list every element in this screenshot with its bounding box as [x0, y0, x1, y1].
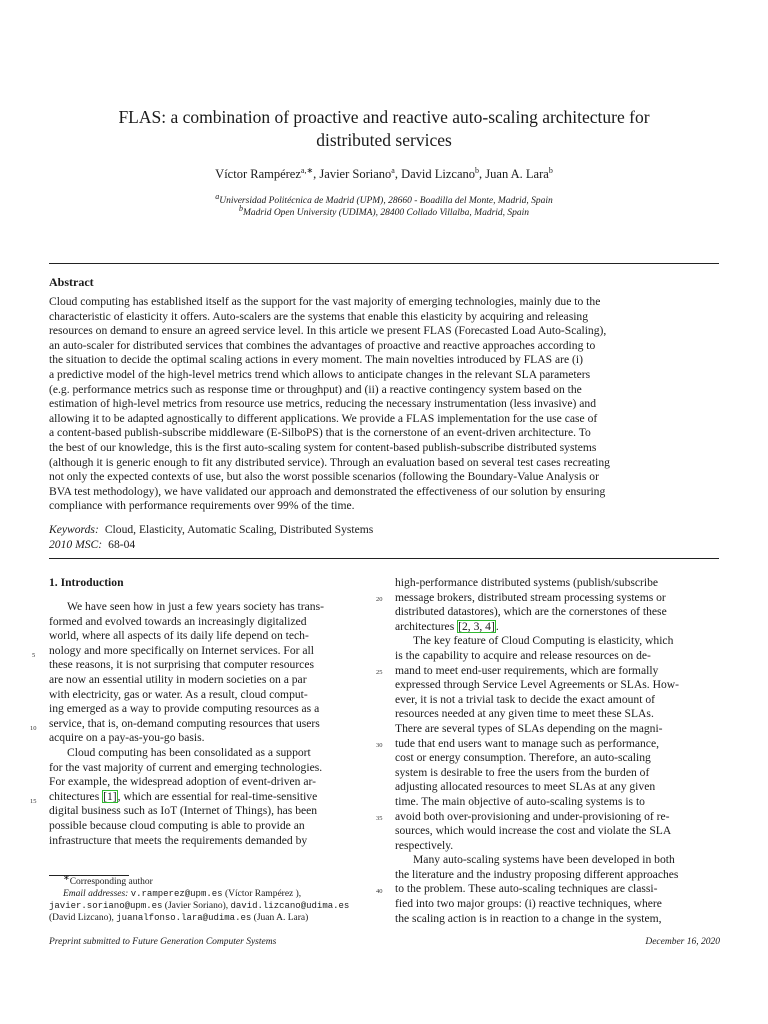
- author-separator: ,: [313, 167, 320, 181]
- line-number: 15: [30, 798, 37, 805]
- keywords-value: Cloud, Elasticity, Automatic Scaling, Distributed Systems: [104, 523, 374, 536]
- affiliation-a: [60, 191, 708, 207]
- line-number: 40: [376, 888, 383, 895]
- section-heading: 1. Introduction: [49, 576, 124, 589]
- body-line: these reasons, it is not surprising that computer resources: [49, 658, 314, 672]
- abstract-body: [49, 295, 719, 514]
- affiliation-mark: a: [215, 191, 220, 201]
- footer-date: December 16, 2020: [645, 937, 720, 947]
- affiliation-text: Madrid Open University (UDIMA), 28400 Collado Villalba, Madrid, Spain: [242, 208, 530, 218]
- footnote-corresponding: [49, 872, 379, 888]
- body-line: infrastructure that meets the requirements demanded by: [49, 833, 308, 847]
- author-separator: ,: [479, 167, 486, 181]
- body-line: chitectures [1], which are essential for real-time-sensitive: [49, 789, 318, 803]
- body-line: is the capability to acquire and release resources on de-: [395, 648, 651, 662]
- abstract-line: (although it is generic enough to fit any distributed service). Through an evaluation based on several test cases recreating: [49, 455, 610, 469]
- line-number: 20: [376, 596, 383, 603]
- body-line: are now an essential utility in modern societies on a par: [49, 672, 307, 686]
- abstract-line: a predictive model of the high-level metrics trend which allows to anticipate changes in the relevant SLA parameters: [49, 367, 591, 381]
- body-line: Many auto-scaling systems have been developed in both: [413, 853, 675, 867]
- author-name: Javier Soriano: [319, 167, 392, 181]
- line-number: 5: [32, 652, 36, 659]
- keywords-label: Keywords:: [49, 523, 99, 536]
- footnote-corresponding-text: Corresponding author: [69, 877, 153, 887]
- body-line: avoid both over-provisioning and under-provisioning of re-: [395, 809, 670, 823]
- affiliation-text: Universidad Politécnica de Madrid (UPM), 28660 - Boadilla del Monte, Madrid, Spain: [219, 196, 553, 206]
- abstract-line: the best of our knowledge, this is the first auto-scaling system for content-based publish-subscribe distributed systems: [49, 440, 597, 454]
- body-line: resources needed at any given time to meet these SLAs.: [395, 707, 654, 721]
- email-owner: (Javier Soriano),: [164, 901, 229, 911]
- footnote-emails-line-2: [49, 900, 379, 912]
- body-line: time. The main objective of auto-scaling systems is to: [395, 794, 645, 808]
- body-line: We have seen how in just a few years society has trans-: [67, 600, 324, 613]
- body-line: ever, it is not a trivial task to decide the exact amount of: [395, 692, 655, 706]
- body-line: tude that end users want to manage such as performance,: [395, 736, 659, 750]
- body-line: ing emerged as a way to provide computing resources as a: [49, 702, 320, 716]
- keywords: [49, 523, 373, 536]
- email-owner: (Víctor Rampérez ),: [224, 889, 302, 899]
- body-line: the scaling action is in reaction to a change in the system,: [395, 911, 662, 925]
- email-address[interactable]: javier.soriano@upm.es: [49, 901, 163, 911]
- abstract-top-rule: [49, 263, 719, 264]
- right-column: [395, 576, 720, 926]
- footer-preprint-note: Preprint submitted to Future Generation Computer Systems: [49, 937, 277, 947]
- line-number: 30: [376, 742, 383, 749]
- body-line: to the problem. These auto-scaling techniques are classi-: [395, 882, 658, 896]
- body-line: acquire on a pay-as-you-go basis.: [49, 731, 205, 745]
- body-line: formed and evolved towards an increasingly digitalized: [49, 614, 307, 628]
- line-number: 10: [30, 725, 37, 732]
- abstract-line: estimation of high-level metrics from resource use metrics, reducing the necessary instrumentation (less invasive) and: [49, 397, 596, 411]
- body-line: sources, which would increase the cost and violate the SLA: [395, 824, 672, 838]
- author-affil-mark: b: [548, 165, 553, 175]
- body-line: expressed through Service Level Agreements or SLAs. How-: [395, 678, 679, 692]
- body-line: digital business such as IoT (Internet of Things), has been: [49, 804, 318, 818]
- abstract-line: BVA test methodology), we have validated our approach and demonstrated the effectiveness of our solution by ensuring: [49, 484, 606, 498]
- line-number: 25: [376, 669, 383, 676]
- author-affil-mark: a: [391, 165, 395, 175]
- citation-link[interactable]: [1]: [103, 789, 117, 803]
- left-column: [49, 600, 374, 848]
- author-name: Víctor Rampérez: [215, 167, 301, 181]
- author-affil-mark: a,∗: [300, 165, 314, 175]
- footnote-emails-line-1: [49, 888, 379, 900]
- msc-label: 2010 MSC:: [49, 538, 103, 551]
- body-line: service, that is, on-demand computing resources that users: [49, 716, 320, 730]
- body-line: For example, the widespread adoption of event-driven ar-: [49, 775, 316, 789]
- affiliations: [60, 191, 708, 219]
- body-line: the literature and the industry proposing different approaches: [395, 867, 679, 881]
- footnotes: [49, 872, 379, 924]
- body-line: for the vast majority of current and emerging technologies.: [49, 760, 323, 774]
- body-line: distributed datastores), which are the cornerstones of these: [395, 605, 667, 619]
- email-owner: (Juan A. Lara): [253, 913, 309, 923]
- email-owner: (David Lizcano),: [49, 913, 114, 923]
- paper-title: [60, 106, 708, 152]
- body-line: The key feature of Cloud Computing is elasticity, which: [413, 634, 674, 648]
- body-line: high-performance distributed systems (publish/subscribe: [395, 576, 659, 589]
- body-line: possible because cloud computing is able to provide an: [49, 818, 305, 832]
- email-address[interactable]: v.ramperez@upm.es: [130, 889, 223, 899]
- body-line: fied into two major groups: (i) reactive techniques, where: [395, 897, 662, 911]
- body-line: nology and more specifically on Internet services. For all: [49, 643, 314, 657]
- abstract-line: allowing it to be adapted agnostically to different applications. We provide a FLAS implementation for the use case of: [49, 411, 598, 425]
- body-line: respectively.: [395, 838, 454, 852]
- abstract-heading: Abstract: [49, 275, 94, 289]
- abstract-line: (e.g. performance metrics such as response time or throughput) and (ii) a reactive contingency system based on the: [49, 382, 582, 396]
- abstract-line: Cloud computing has established itself as the support for the vast majority of emerging technologies, mainly due to the: [49, 295, 601, 308]
- abstract-line: the situation to decide the optimal scaling actions in every moment. The main novelties introduced by FLAS are (i): [49, 353, 583, 367]
- body-line: cost or energy consumption. Therefore, an auto-scaling: [395, 751, 651, 765]
- email-label: Email addresses:: [63, 889, 129, 899]
- affiliation-mark: b: [238, 203, 243, 213]
- citation-link[interactable]: [2, 3, 4]: [458, 619, 495, 633]
- abstract-line: an auto-scaler for distributed services that combines the advantages of proactive and reactive approaches according to: [49, 338, 596, 352]
- email-address[interactable]: juanalfonso.lara@udima.es: [116, 913, 252, 923]
- author-list: [60, 167, 708, 182]
- body-line: message brokers, distributed stream processing systems or: [395, 590, 666, 604]
- author-name: Juan A. Lara: [485, 167, 549, 181]
- author-affil-mark: b: [475, 165, 480, 175]
- abstract-bottom-rule: [49, 558, 719, 559]
- body-line: with electricity, gas or water. As a result, cloud comput-: [49, 687, 308, 701]
- abstract-line: not only the expected contexts of use, but also the worst possible scenarios (following the Boundary-Value Analysis or: [49, 470, 599, 484]
- abstract-line: characteristic of elasticity it offers. Auto-scalers are the systems that enable this elasticity by acquiring and releasing: [49, 309, 589, 323]
- body-line: world, where all aspects of its daily life depend on tech-: [49, 629, 309, 643]
- abstract-line: compliance with performance requirements over 99% of the time.: [49, 499, 355, 513]
- title-line-2: distributed services: [316, 130, 452, 150]
- body-line: architectures [2, 3, 4].: [395, 619, 499, 633]
- msc-value: 68-04: [108, 538, 136, 551]
- body-line: There are several types of SLAs depending on the magni-: [395, 721, 663, 735]
- abstract-line: resources on demand to ensure an agreed service level. In this article we present FLAS (Forecasted Load Auto-Scaling),: [49, 324, 607, 338]
- author-name: David Lizcano: [401, 167, 476, 181]
- body-line: system is desirable to free the users from the burden of: [395, 765, 650, 779]
- body-line: mand to meet end-user requirements, which are formally: [395, 663, 659, 677]
- footnote-emails-line-3: [49, 912, 379, 924]
- line-number: 35: [376, 815, 383, 822]
- title-line-1: FLAS: a combination of proactive and reactive auto-scaling architecture for: [118, 107, 650, 127]
- msc-codes: [49, 538, 135, 551]
- email-address[interactable]: david.lizcano@udima.es: [230, 901, 350, 911]
- author-separator: ,: [394, 167, 402, 181]
- abstract-line: a content-based publish-subscribe middleware (E-SilboPS) that is the cornerstone of an event-driven architecture. To: [49, 426, 591, 440]
- footnote-mark: ∗: [63, 872, 70, 882]
- body-line: adjusting allocated resources to meet SLAs at any given: [395, 780, 656, 794]
- body-line: Cloud computing has been consolidated as a support: [67, 745, 311, 759]
- affiliation-b: [60, 203, 708, 219]
